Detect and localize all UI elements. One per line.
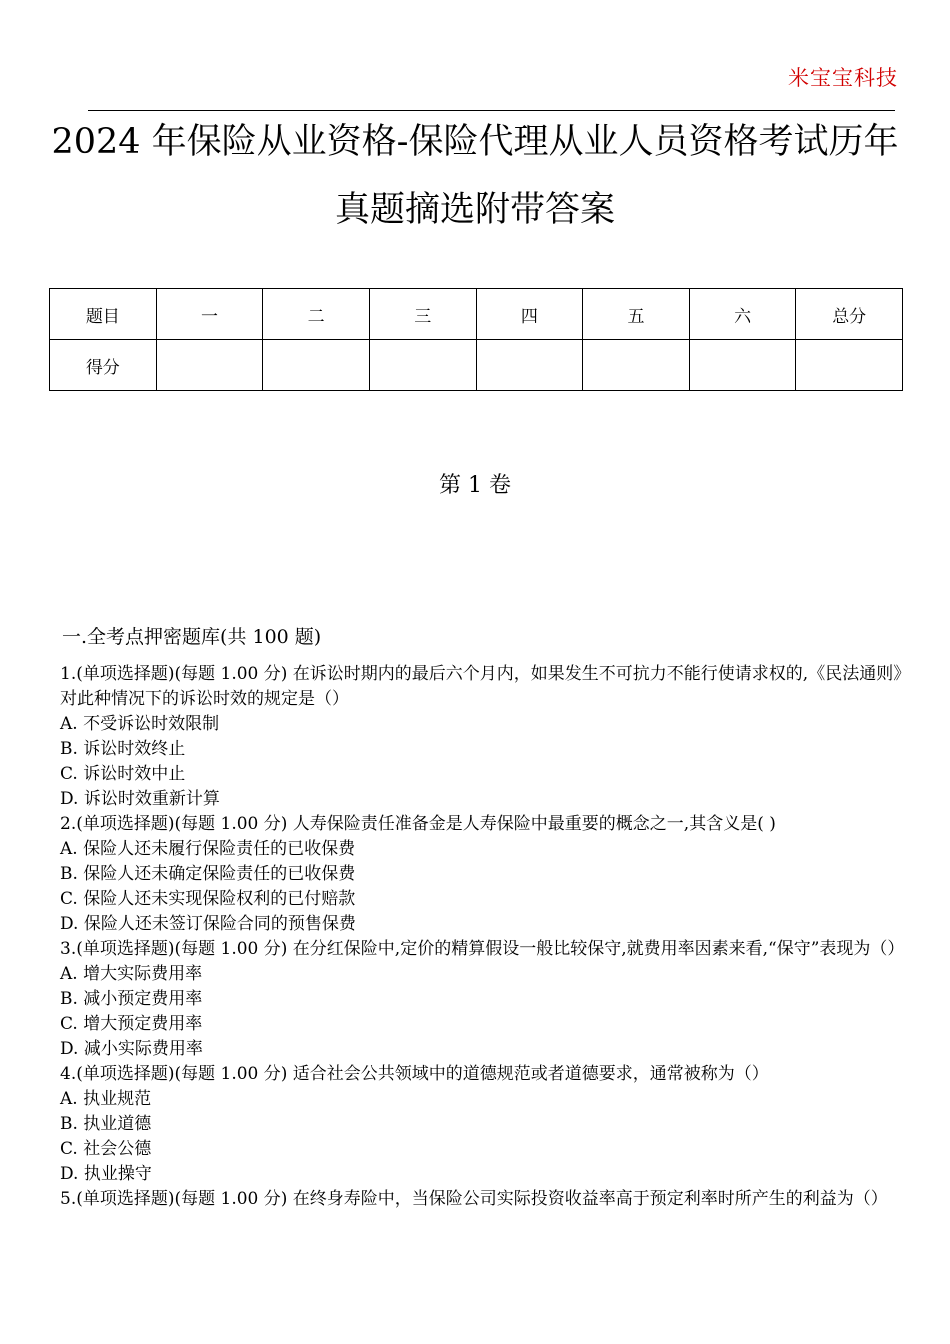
watermark-text: 米宝宝科技	[788, 66, 898, 90]
volume-heading: 第 1 卷	[439, 473, 511, 498]
score-cell	[476, 340, 583, 391]
question-option: B. 减小预定费用率	[60, 989, 203, 1009]
score-header-cell: 三	[369, 289, 476, 340]
question-option: C. 增大预定费用率	[60, 1014, 203, 1034]
score-cell	[583, 340, 690, 391]
page-title: 2024 年保险从业资格-保险代理从业人员资格考试历年真题摘选附带答案	[51, 122, 899, 230]
question-option: A. 执业规范	[60, 1089, 152, 1109]
question-option: A. 不受诉讼时效限制	[60, 714, 220, 734]
question-option: C. 社会公德	[60, 1139, 152, 1159]
score-row-label: 得分	[50, 340, 157, 391]
score-table-score-row	[50, 340, 903, 391]
question-item	[60, 1062, 906, 1187]
question-option: B. 诉讼时效终止	[60, 739, 186, 759]
score-table	[49, 288, 903, 391]
question-option: D. 诉讼时效重新计算	[60, 789, 220, 809]
score-header-cell: 四	[476, 289, 583, 340]
question-option: B. 执业道德	[60, 1114, 152, 1134]
question-option: D. 保险人还未签订保险合同的预售保费	[60, 914, 356, 934]
question-stem: 1.(单项选择题)(每题 1.00 分) 在诉讼时期内的最后六个月内，如果发生不可抗力不能行使请求权的,《民法通则》对此种情况下的诉讼时效的规定是（）	[60, 664, 902, 709]
question-list	[60, 662, 906, 1212]
question-stem: 5.(单项选择题)(每题 1.00 分) 在终身寿险中，当保险公司实际投资收益率高于预定利率时所产生的利益为（）	[60, 1189, 888, 1209]
question-stem: 4.(单项选择题)(每题 1.00 分) 适合社会公共领域中的道德规范或者道德要求，通常被称为（）	[60, 1064, 769, 1084]
question-option: C. 诉讼时效中止	[60, 764, 186, 784]
question-option: B. 保险人还未确定保险责任的已收保费	[60, 864, 356, 884]
score-header-cell: 一	[156, 289, 263, 340]
score-header-cell: 二	[263, 289, 370, 340]
score-header-cell: 六	[689, 289, 796, 340]
score-cell	[369, 340, 476, 391]
question-option: D. 减小实际费用率	[60, 1039, 203, 1059]
score-cell	[796, 340, 903, 391]
score-cell	[689, 340, 796, 391]
score-cell	[263, 340, 370, 391]
question-option: C. 保险人还未实现保险权利的已付赔款	[60, 889, 356, 909]
question-item	[60, 937, 906, 1062]
score-table-header-row	[50, 289, 903, 340]
question-stem: 3.(单项选择题)(每题 1.00 分) 在分红保险中,定价的精算假设一般比较保守,就费用率因素来看,“保守”表现为（）	[60, 939, 905, 959]
question-item	[60, 1187, 906, 1212]
question-item	[60, 812, 906, 937]
question-stem: 2.(单项选择题)(每题 1.00 分) 人寿保险责任准备金是人寿保险中最重要的概念之一,其含义是( )	[60, 814, 776, 834]
question-option: A. 增大实际费用率	[60, 964, 203, 984]
section-heading: 一.全考点押密题库(共 100 题)	[62, 626, 322, 648]
score-header-cell: 总分	[796, 289, 903, 340]
question-item	[60, 662, 906, 812]
score-header-cell: 五	[583, 289, 690, 340]
score-cell	[156, 340, 263, 391]
question-option: A. 保险人还未履行保险责任的已收保费	[60, 839, 356, 859]
score-header-cell: 题目	[50, 289, 157, 340]
question-option: D. 执业操守	[60, 1164, 152, 1184]
